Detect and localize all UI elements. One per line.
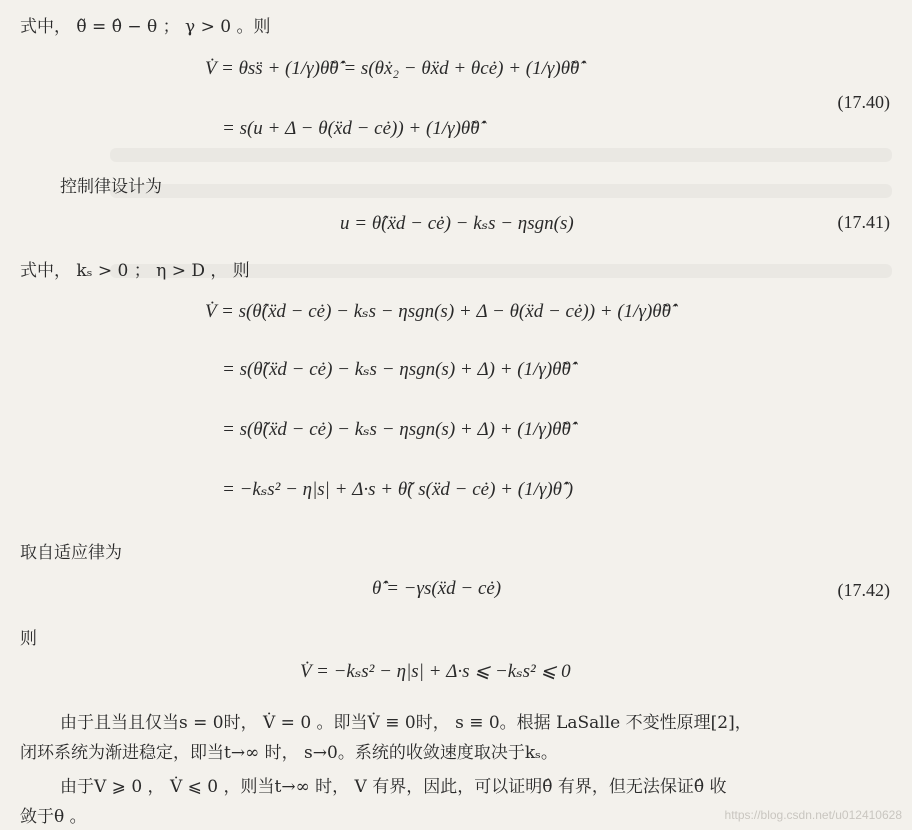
equation-17-42: θ̂̇ = −γs(ẍd − cė) (372, 578, 502, 599)
show-through-text (110, 148, 892, 162)
derivation-line-4: = −kₛs² − η|s| + Δ·s + θ̃( s(ẍd − cė) + (1/γ)θ̂̇ ) (222, 479, 574, 500)
then-line: 则 (20, 629, 37, 649)
show-through-text (110, 184, 892, 198)
equation-17-41: u = θ̂(ẍd − cė) − kₛs − ηsgn(s) (340, 213, 574, 234)
equation-number-17-40: (17.40) (837, 92, 890, 112)
paragraph-1-line-2: 闭环系统为渐进稳定，即当t→∞ 时， s→0。系统的收敛速度取决于kₛ。 (20, 743, 558, 763)
equation-number-17-42: (17.42) (837, 580, 890, 600)
equation-17-40-line-1: V̇ = θss̈ + (1/γ)θ̃θ̂̇ = s(θẋ₂ − θẍd + θcė) + (1/γ)θ̃θ̂̇ (205, 58, 580, 79)
condition-line: 式中， kₛ > 0 ； η > D ， 则 (20, 261, 250, 281)
watermark: https://blog.csdn.net/u012410628 (724, 808, 902, 822)
adaptive-law-heading: 取自适应律为 (20, 543, 122, 563)
equation-number-17-41: (17.41) (837, 212, 890, 232)
paragraph-1-line-1: 由于且当且仅当s = 0时， V̇ = 0 。即当V̇ ≡ 0时， s ≡ 0。根据 LaSalle 不变性原理[2]， (60, 713, 752, 733)
equation-17-40-line-2: = s(u + Δ − θ(ẍd − cė)) + (1/γ)θ̃θ̂̇ (222, 118, 480, 139)
paragraph-2-line-2: 敛于θ 。 (20, 807, 87, 827)
derivation-line-3: = s(θ̃(ẍd − cė) − kₛs − ηsgn(s) + Δ) + (1/γ)θ̃θ̂̇ (222, 419, 571, 440)
final-inequality: V̇ = −kₛs² − η|s| + Δ·s ⩽ −kₛs² ⩽ 0 (300, 661, 571, 682)
intro-line: 式中， θ̃ = θ̂ − θ ； γ > 0 。则 (20, 17, 271, 37)
paragraph-2-line-1: 由于V ⩾ 0 ， V̇ ⩽ 0 ，则当t→∞ 时， V 有界，因此，可以证明θ̂ 有界，但无法保证θ̂ 收 (60, 777, 727, 797)
derivation-line-2: = s(θ̃(ẍd − cė) − kₛs − ηsgn(s) + Δ) + (1/γ)θ̃θ̂̇ (222, 359, 571, 380)
derivation-line-1: V̇ = s(θ̂(ẍd − cė) − kₛs − ηsgn(s) + Δ − θ(ẍd − cė)) + (1/γ)θ̃θ̂̇ (205, 301, 671, 322)
control-law-heading: 控制律设计为 (60, 177, 162, 197)
